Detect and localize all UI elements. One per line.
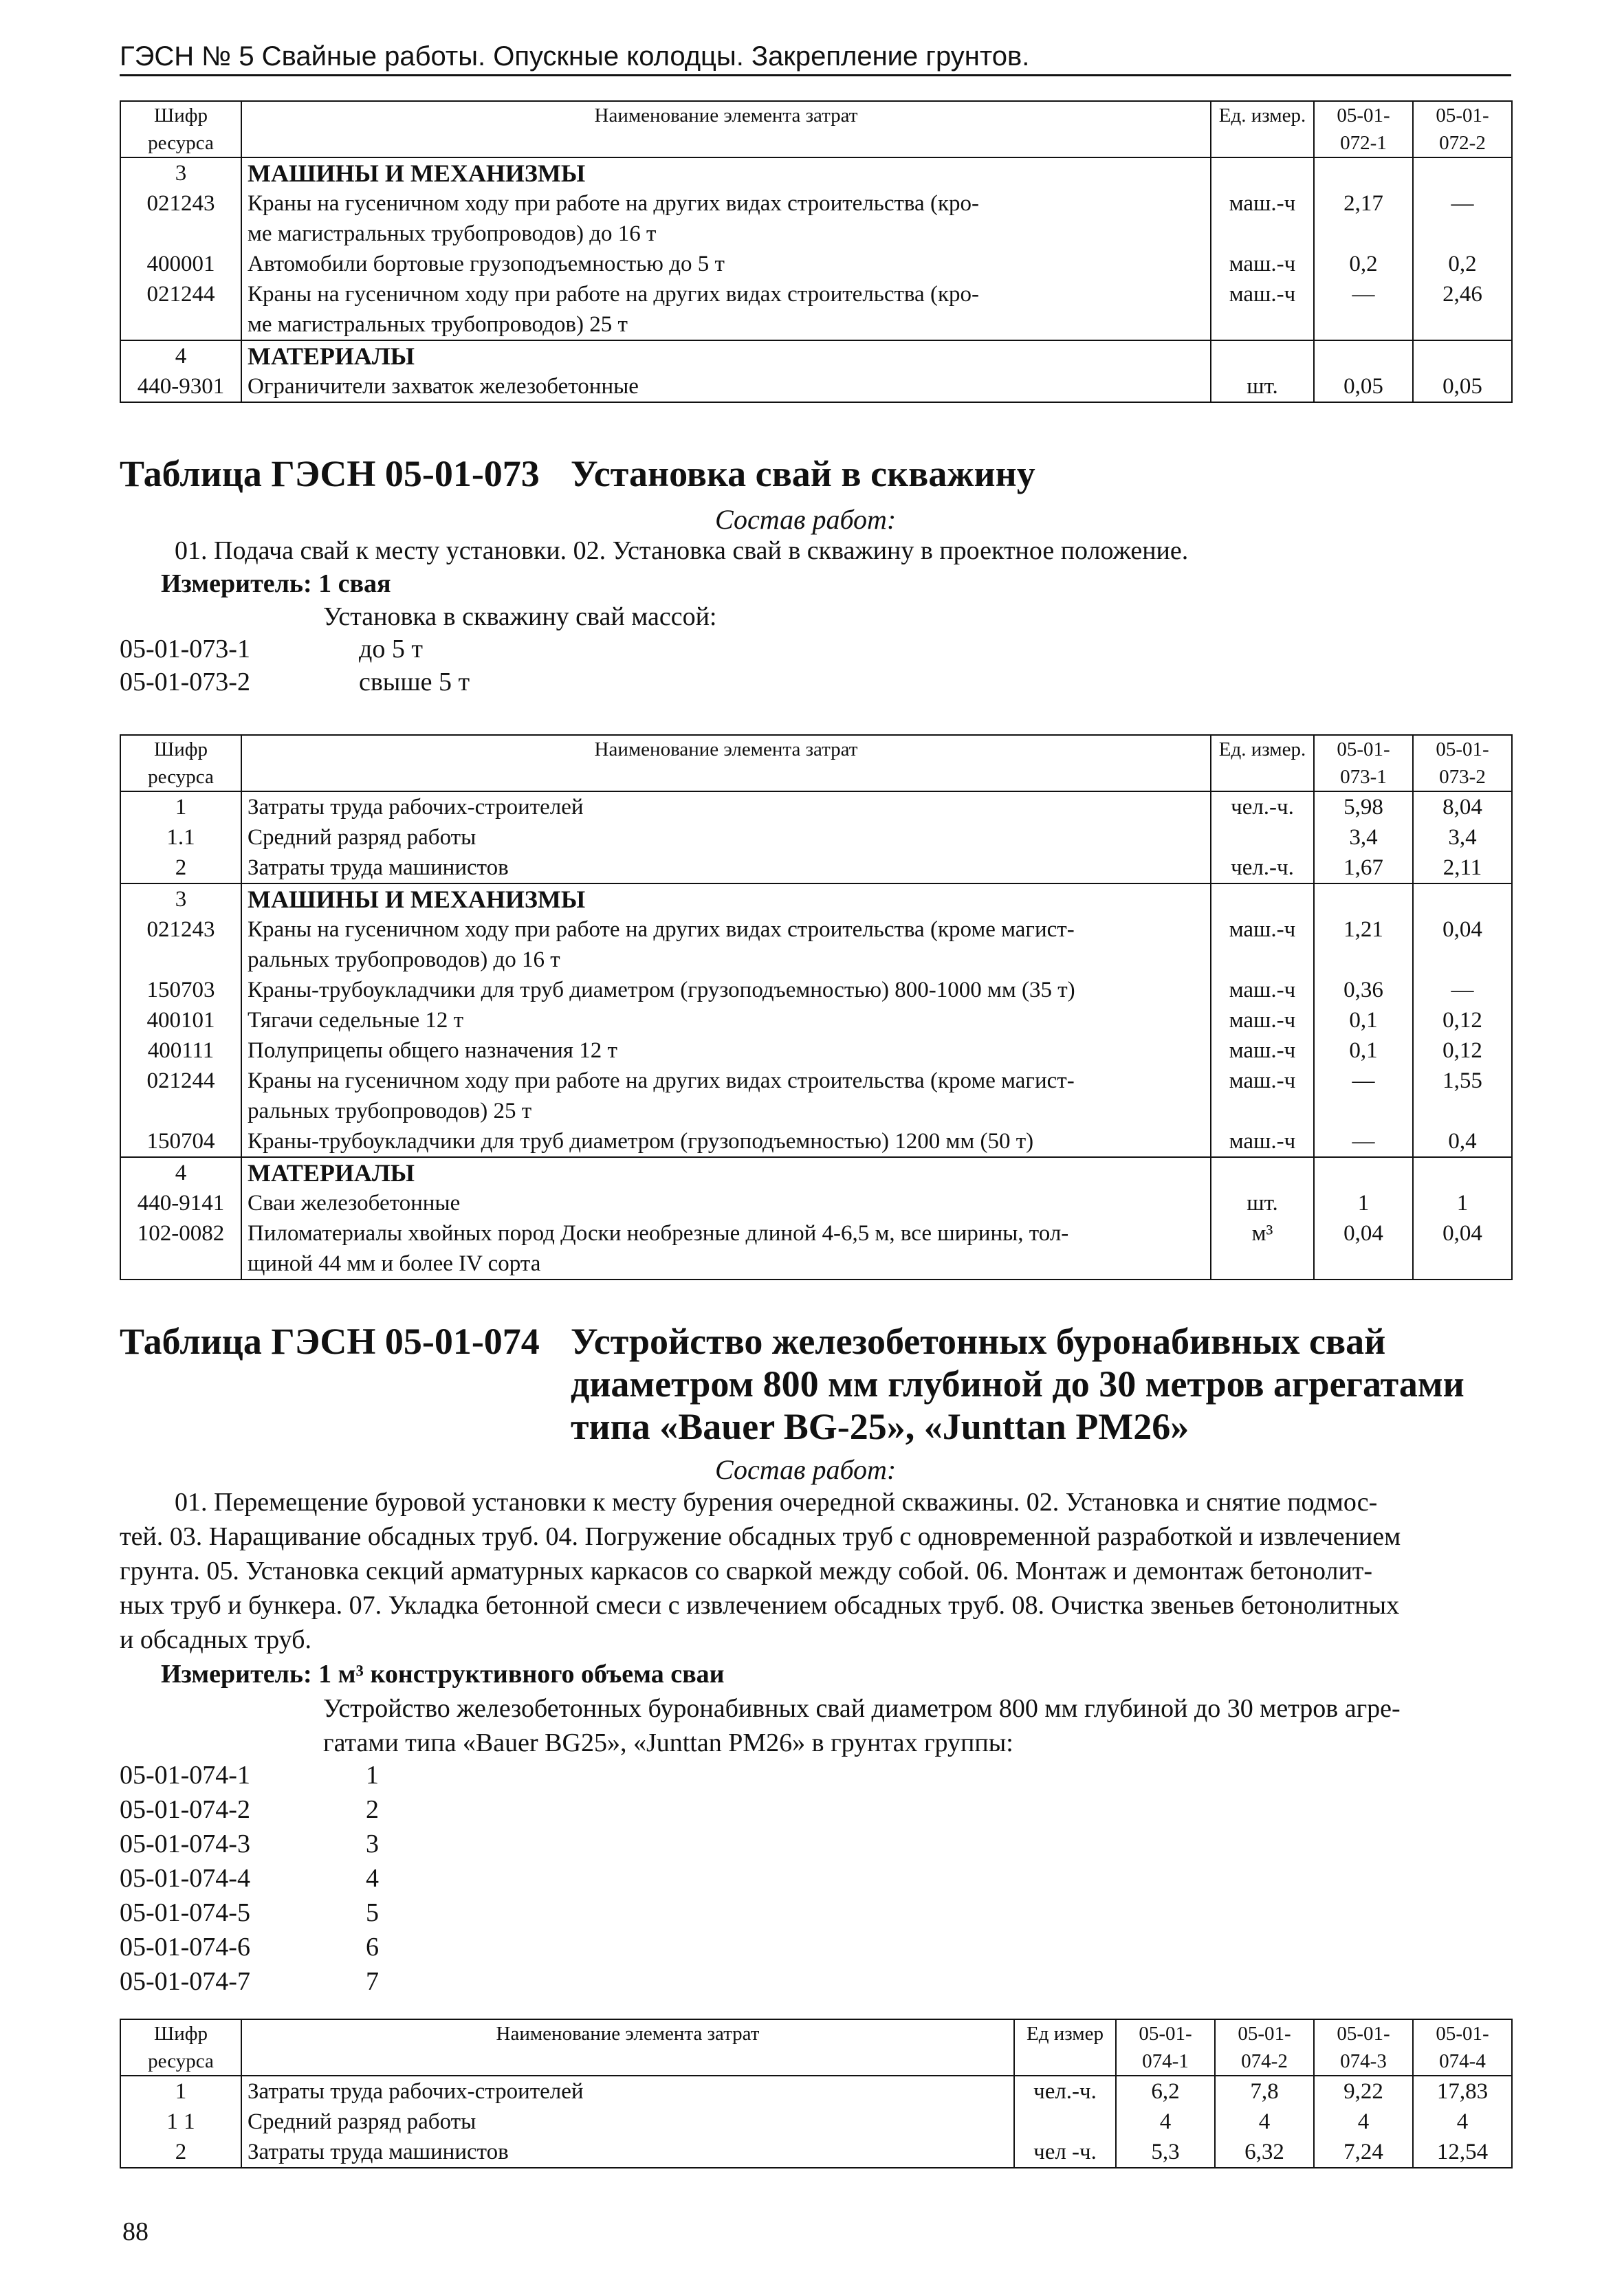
cell-value: 1 xyxy=(1314,1188,1413,1218)
cell-value: 0,05 xyxy=(1314,371,1413,402)
table-row xyxy=(120,822,1512,853)
intro-073: Установка в скважину свай массой: xyxy=(323,602,717,631)
table-row xyxy=(120,1218,1512,1280)
cell-value: — xyxy=(1413,188,1512,249)
sostav-label-073: Состав работ: xyxy=(715,504,897,535)
table-title-name-074-line2: диаметром 800 мм глубиной до 30 метров агрегатами xyxy=(571,1363,1464,1405)
cell-name-text: Краны-трубоукладчики для труб диаметром (грузоподъемностью) 800-1000 мм (35 т) xyxy=(248,978,1075,1002)
col-header-name: Наименование элемента затрат xyxy=(241,101,1211,157)
cell-name xyxy=(241,1218,1211,1280)
item-text: до 5 т xyxy=(359,635,423,663)
cell-name xyxy=(241,1126,1211,1157)
cell-name-text: Средний разряд работы xyxy=(248,2109,476,2134)
cell-value: 6,2 xyxy=(1116,2076,1215,2107)
section-row xyxy=(120,883,1512,914)
cell-value: 0,12 xyxy=(1413,1035,1512,1066)
table-row xyxy=(120,249,1512,279)
cell-value: 1,21 xyxy=(1314,914,1413,975)
cell-name-text: Затраты труда рабочих-строителей xyxy=(248,795,584,820)
table-row xyxy=(120,2076,1512,2107)
col-header-code: Шифр ресурса xyxy=(120,735,241,791)
cell-code: 021243 xyxy=(120,914,241,975)
cell-name-text-cont: ме магистральных трубопроводов) до 16 т xyxy=(248,221,657,246)
cell-name xyxy=(241,157,1211,188)
cell-value: 5,98 xyxy=(1314,791,1413,822)
cell-value: 8,04 xyxy=(1413,791,1512,822)
cell-name-text: Ограничители захваток железобетонные xyxy=(248,374,639,399)
cell-value: 0,04 xyxy=(1314,1218,1413,1280)
cell-value: 17,83 xyxy=(1413,2076,1512,2107)
cell-name xyxy=(241,2076,1014,2107)
col-header-073-2: 05-01- 073-2 xyxy=(1413,735,1512,791)
cell-code: 4 xyxy=(120,340,241,371)
meter-073: Измеритель: 1 свая xyxy=(161,569,391,598)
cell-unit: маш.-ч xyxy=(1211,1126,1314,1157)
table-row xyxy=(120,2137,1512,2168)
cell-unit xyxy=(1211,883,1314,914)
item-code: 05-01-074-1 xyxy=(120,1761,250,1790)
table-row xyxy=(120,1126,1512,1157)
cell-value: 5,3 xyxy=(1116,2137,1215,2168)
cell-name xyxy=(241,2137,1014,2168)
cell-name xyxy=(241,883,1211,914)
cell-value: 0,36 xyxy=(1314,975,1413,1005)
cell-name xyxy=(241,340,1211,371)
cell-name-text: Краны на гусеничном ходу при работе на других видах строительства (кро- xyxy=(248,191,979,216)
cell-name-text: Краны на гусеничном ходу при работе на других видах строительства (кро- xyxy=(248,282,979,307)
cell-unit: маш.-ч xyxy=(1211,1035,1314,1066)
cell-code: 021244 xyxy=(120,279,241,340)
cell-code: 4 xyxy=(120,1157,241,1188)
cell-code: 102-0082 xyxy=(120,1218,241,1280)
cell-unit: шт. xyxy=(1211,1188,1314,1218)
cell-value: 0,1 xyxy=(1314,1005,1413,1035)
cell-value: 2,17 xyxy=(1314,188,1413,249)
cell-name-text: Пиломатериалы хвойных пород Доски необрезные длиной 4-6,5 м, все ширины, тол- xyxy=(248,1221,1069,1246)
col-header-name: Наименование элемента затрат xyxy=(241,2019,1014,2076)
cell-code: 021243 xyxy=(120,188,241,249)
intro-074-line1: Устройство железобетонных буронабивных свай диаметром 800 мм глубиной до 30 метров агре- xyxy=(323,1694,1401,1723)
cell-value: 1,67 xyxy=(1314,853,1413,883)
work-description-074-line5: и обсадных труб. xyxy=(120,1625,311,1654)
page-number: 88 xyxy=(122,2217,149,2246)
cell-name xyxy=(241,249,1211,279)
cell-name-text: МАТЕРИАЛЫ xyxy=(248,1159,415,1187)
cell-name xyxy=(241,791,1211,822)
table-header-row xyxy=(120,2019,1512,2076)
cell-unit xyxy=(1211,1157,1314,1188)
cell-value xyxy=(1314,157,1413,188)
cell-value: 4 xyxy=(1116,2107,1215,2137)
cell-value: 0,4 xyxy=(1413,1126,1512,1157)
cell-value: 9,22 xyxy=(1314,2076,1413,2107)
cell-name-text: Краны-трубоукладчики для труб диаметром (грузоподъемностью) 1200 мм (50 т) xyxy=(248,1129,1034,1154)
cell-unit xyxy=(1211,340,1314,371)
cell-name-text: Затраты труда рабочих-строителей xyxy=(248,2079,584,2104)
cell-value: 0,2 xyxy=(1314,249,1413,279)
cell-name-text: Затраты труда машинистов xyxy=(248,2140,509,2164)
section-row xyxy=(120,157,1512,188)
cell-name-text: МАШИНЫ И МЕХАНИЗМЫ xyxy=(248,886,586,913)
cell-unit: маш.-ч xyxy=(1211,1066,1314,1126)
cell-code: 150704 xyxy=(120,1126,241,1157)
cell-name xyxy=(241,1188,1211,1218)
cell-code: 1 xyxy=(120,791,241,822)
cell-name xyxy=(241,188,1211,249)
table-title-code-074: Таблица ГЭСН 05-01-074 xyxy=(120,1321,540,1362)
table-title-code-073: Таблица ГЭСН 05-01-073 xyxy=(120,453,540,494)
table-row xyxy=(120,1066,1512,1126)
cell-name-text: Краны на гусеничном ходу при работе на других видах строительства (кроме магист- xyxy=(248,1068,1075,1093)
cell-name xyxy=(241,279,1211,340)
cell-unit xyxy=(1014,2107,1116,2137)
item-code: 05-01-074-7 xyxy=(120,1967,250,1996)
cell-name-text: Краны на гусеничном ходу при работе на других видах строительства (кроме магист- xyxy=(248,917,1075,942)
table-row xyxy=(120,1005,1512,1035)
cell-unit: шт. xyxy=(1211,371,1314,402)
cell-value xyxy=(1413,883,1512,914)
col-header-074-4: 05-01- 074-4 xyxy=(1413,2019,1512,2076)
col-header-074-2: 05-01- 074-2 xyxy=(1215,2019,1314,2076)
cell-value: 3,4 xyxy=(1413,822,1512,853)
col-header-unit: Ед. измер. xyxy=(1211,735,1314,791)
cell-value: 0,05 xyxy=(1413,371,1512,402)
work-description-074-line2: тей. 03. Наращивание обсадных труб. 04. Погружение обсадных труб с одновременной разработкой и извлечением xyxy=(120,1522,1401,1551)
table-header-row xyxy=(120,101,1512,157)
item-code: 05-01-074-6 xyxy=(120,1933,250,1962)
cell-value: 12,54 xyxy=(1413,2137,1512,2168)
cell-value xyxy=(1314,883,1413,914)
cell-name-text-cont: щиной 44 мм и более IV сорта xyxy=(248,1251,541,1276)
cell-unit: чел.-ч. xyxy=(1211,791,1314,822)
cell-value xyxy=(1413,157,1512,188)
cell-value xyxy=(1314,340,1413,371)
cell-value: 2,46 xyxy=(1413,279,1512,340)
sostav-label-074: Состав работ: xyxy=(715,1454,897,1485)
cell-name xyxy=(241,2107,1014,2137)
table-row xyxy=(120,975,1512,1005)
section-row xyxy=(120,340,1512,371)
cell-name xyxy=(241,1157,1211,1188)
cell-name-text: МАТЕРИАЛЫ xyxy=(248,342,415,370)
cell-unit: маш.-ч xyxy=(1211,188,1314,249)
item-text: 4 xyxy=(366,1864,379,1893)
cell-name xyxy=(241,975,1211,1005)
cell-unit: м³ xyxy=(1211,1218,1314,1280)
table-row xyxy=(120,1188,1512,1218)
cell-name xyxy=(241,1066,1211,1126)
cell-value: 0,04 xyxy=(1413,914,1512,975)
cell-value: — xyxy=(1314,1066,1413,1126)
cell-code: 2 xyxy=(120,853,241,883)
cell-name xyxy=(241,822,1211,853)
cell-name xyxy=(241,914,1211,975)
table-05-01-073 xyxy=(120,734,1513,1280)
cell-value: 0,2 xyxy=(1413,249,1512,279)
cell-value: 0,04 xyxy=(1413,1218,1512,1280)
item-text: 3 xyxy=(366,1830,379,1858)
col-header-073-1: 05-01- 073-1 xyxy=(1314,735,1413,791)
cell-code: 2 xyxy=(120,2137,241,2168)
col-header-name: Наименование элемента затрат xyxy=(241,735,1211,791)
cell-unit: маш.-ч xyxy=(1211,249,1314,279)
col-header-unit: Ед измер xyxy=(1014,2019,1116,2076)
table-row xyxy=(120,371,1512,402)
cell-unit: чел.-ч. xyxy=(1211,853,1314,883)
cell-unit: маш.-ч xyxy=(1211,279,1314,340)
cell-unit: маш.-ч xyxy=(1211,914,1314,975)
item-code: 05-01-074-4 xyxy=(120,1864,250,1893)
cell-value: 2,11 xyxy=(1413,853,1512,883)
cell-code: 400111 xyxy=(120,1035,241,1066)
cell-name xyxy=(241,853,1211,883)
cell-value: 1,55 xyxy=(1413,1066,1512,1126)
cell-unit xyxy=(1211,822,1314,853)
section-row xyxy=(120,1157,1512,1188)
table-05-01-074 xyxy=(120,2019,1513,2168)
cell-unit: чел.-ч. xyxy=(1014,2076,1116,2107)
cell-value xyxy=(1413,1157,1512,1188)
cell-name xyxy=(241,1035,1211,1066)
cell-code: 440-9141 xyxy=(120,1188,241,1218)
cell-code: 3 xyxy=(120,883,241,914)
item-text: 7 xyxy=(366,1967,379,1996)
item-text: 1 xyxy=(366,1761,379,1790)
cell-code: 440-9301 xyxy=(120,371,241,402)
work-description-074-line3: грунта. 05. Установка секций арматурных каркасов со сваркой между собой. 06. Монтаж и демонтаж бетонолит- xyxy=(120,1557,1373,1585)
table-title-name-074-line1: Устройство железобетонных буронабивных свай xyxy=(571,1321,1386,1362)
col-header-unit: Ед. измер. xyxy=(1211,101,1314,157)
table-title-name-073: Установка свай в скважину xyxy=(571,453,1035,494)
table-05-01-072 xyxy=(120,100,1513,403)
cell-value: 7,8 xyxy=(1215,2076,1314,2107)
table-header-row xyxy=(120,735,1512,791)
table-row xyxy=(120,914,1512,975)
header-rule xyxy=(120,74,1511,76)
cell-name-text: Средний разряд работы xyxy=(248,825,476,850)
cell-name-text: Сваи железобетонные xyxy=(248,1191,461,1216)
cell-value: 7,24 xyxy=(1314,2137,1413,2168)
work-description-073: 01. Подача свай к месту установки. 02. Установка свай в скважину в проектное положение. xyxy=(175,536,1189,565)
cell-value: — xyxy=(1413,975,1512,1005)
col-header-074-3: 05-01- 074-3 xyxy=(1314,2019,1413,2076)
item-text: 2 xyxy=(366,1795,379,1824)
cell-code: 1 1 xyxy=(120,2107,241,2137)
cell-value xyxy=(1413,340,1512,371)
cell-name-text: Полуприцепы общего назначения 12 т xyxy=(248,1038,617,1063)
cell-value: 1 xyxy=(1413,1188,1512,1218)
cell-code: 1 xyxy=(120,2076,241,2107)
cell-value: 4 xyxy=(1413,2107,1512,2137)
item-code: 05-01-073-2 xyxy=(120,668,250,696)
cell-name xyxy=(241,1005,1211,1035)
cell-name-text-cont: ральных трубопроводов) до 16 т xyxy=(248,947,560,972)
cell-code: 3 xyxy=(120,157,241,188)
item-code: 05-01-074-3 xyxy=(120,1830,250,1858)
table-row xyxy=(120,188,1512,249)
cell-unit: маш.-ч xyxy=(1211,975,1314,1005)
item-code: 05-01-074-2 xyxy=(120,1795,250,1824)
cell-code: 400001 xyxy=(120,249,241,279)
item-text: свыше 5 т xyxy=(359,668,470,696)
cell-code: 1.1 xyxy=(120,822,241,853)
table-title-name-074-line3: типа «Bauer BG-25», «Junttan PM26» xyxy=(571,1406,1189,1447)
item-code: 05-01-074-5 xyxy=(120,1898,250,1927)
cell-value: 4 xyxy=(1314,2107,1413,2137)
cell-value: 4 xyxy=(1215,2107,1314,2137)
table-row xyxy=(120,791,1512,822)
cell-name-text: Тягачи седельные 12 т xyxy=(248,1008,464,1033)
col-header-074-1: 05-01- 074-1 xyxy=(1116,2019,1215,2076)
cell-name-text-cont: ме магистральных трубопроводов) 25 т xyxy=(248,312,628,337)
cell-code: 021244 xyxy=(120,1066,241,1126)
table-row xyxy=(120,853,1512,883)
cell-name-text: Затраты труда машинистов xyxy=(248,855,509,880)
cell-value: — xyxy=(1314,279,1413,340)
cell-name xyxy=(241,371,1211,402)
cell-name-text-cont: ральных трубопроводов) 25 т xyxy=(248,1099,532,1123)
cell-unit: чел -ч. xyxy=(1014,2137,1116,2168)
cell-code: 150703 xyxy=(120,975,241,1005)
col-header-072-2: 05-01- 072-2 xyxy=(1413,101,1512,157)
table-row xyxy=(120,1035,1512,1066)
cell-name-text: Автомобили бортовые грузоподъемностью до 5 т xyxy=(248,252,725,276)
item-text: 6 xyxy=(366,1933,379,1962)
col-header-code: Шифр ресурса xyxy=(120,2019,241,2076)
cell-unit: маш.-ч xyxy=(1211,1005,1314,1035)
cell-value: 3,4 xyxy=(1314,822,1413,853)
item-code: 05-01-073-1 xyxy=(120,635,250,663)
cell-value xyxy=(1314,1157,1413,1188)
cell-value: 0,12 xyxy=(1413,1005,1512,1035)
cell-unit xyxy=(1211,157,1314,188)
table-row xyxy=(120,279,1512,340)
col-header-code: Шифр ресурса xyxy=(120,101,241,157)
intro-074-line2: гатами типа «Bauer BG25», «Junttan PM26» в грунтах группы: xyxy=(323,1728,1013,1757)
cell-value: — xyxy=(1314,1126,1413,1157)
cell-code: 400101 xyxy=(120,1005,241,1035)
work-description-074-line4: ных труб и бункера. 07. Укладка бетонной смеси с извлечением обсадных труб. 08. Очистка звеньев бетонолитных xyxy=(120,1591,1400,1620)
col-header-072-1: 05-01- 072-1 xyxy=(1314,101,1413,157)
page-header: ГЭСН № 5 Свайные работы. Опускные колодцы. Закрепление грунтов. xyxy=(120,41,1030,72)
table-row xyxy=(120,2107,1512,2137)
cell-value: 6,32 xyxy=(1215,2137,1314,2168)
meter-074: Измеритель: 1 м³ конструктивного объема сваи xyxy=(161,1660,725,1689)
cell-value: 0,1 xyxy=(1314,1035,1413,1066)
item-text: 5 xyxy=(366,1898,379,1927)
cell-name-text: МАШИНЫ И МЕХАНИЗМЫ xyxy=(248,160,586,187)
work-description-074-line1: 01. Перемещение буровой установки к месту бурения очередной скважины. 02. Установка и снятие подмос- xyxy=(175,1488,1378,1517)
